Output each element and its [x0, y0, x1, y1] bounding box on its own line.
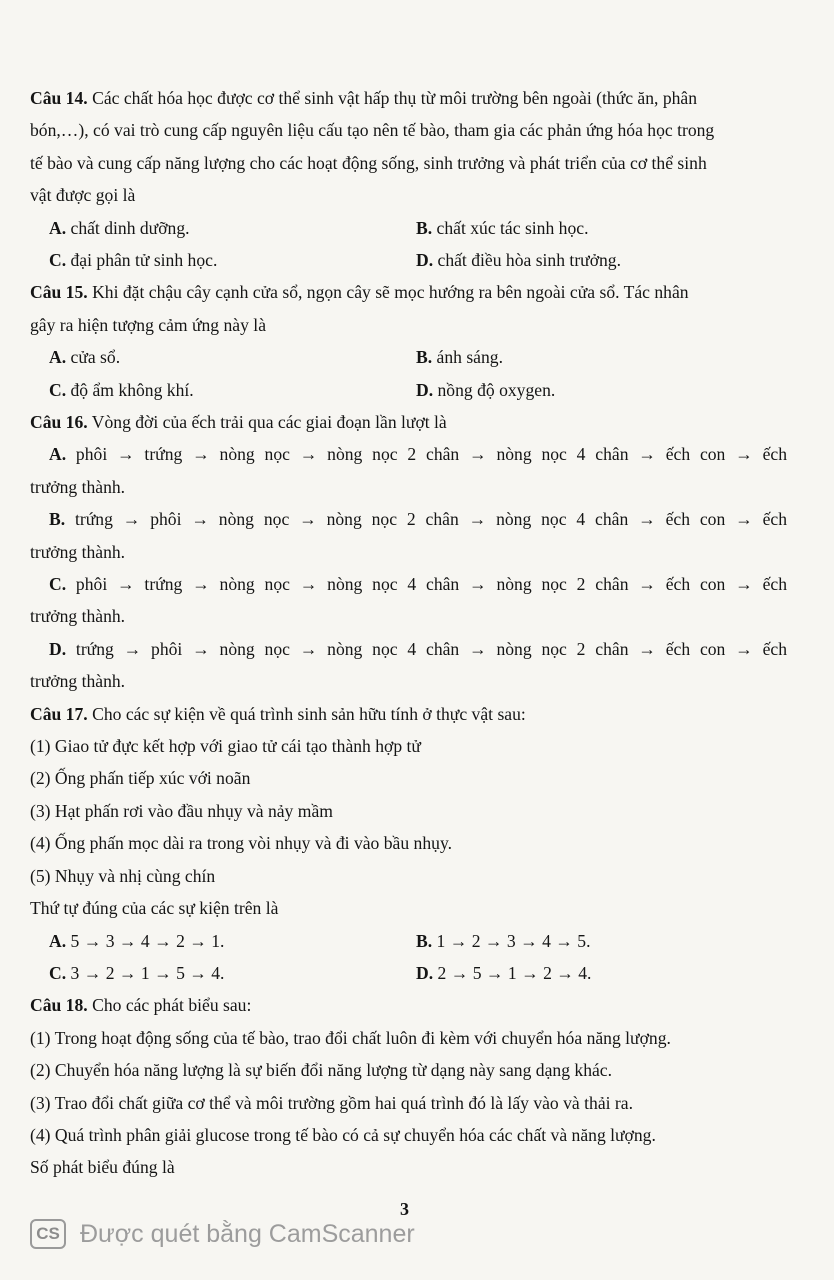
question-18-prompt: Số phát biểu đúng là	[30, 1157, 175, 1178]
question-17	[30, 698, 790, 990]
option-key: D.	[49, 638, 67, 659]
option-text: chất điều hòa sinh trưởng.	[433, 250, 622, 271]
option-key: D.	[416, 962, 434, 983]
option-text: đại phân tử sinh học.	[66, 250, 218, 271]
option-key: C.	[49, 250, 67, 271]
question-18-stem	[30, 989, 790, 1021]
question-15-text-1: Khi đặt chậu cây cạnh cửa sổ, ngọn cây sẽ mọc hướng ra bên ngoài cửa sổ. Tác nhân	[87, 282, 689, 303]
question-14-text-1: Các chất hóa học được cơ thể sinh vật hấp thụ từ môi trường bên ngoài (thức ăn, phân	[87, 88, 698, 108]
question-16-option-a-cont: trưởng thành.	[30, 476, 126, 497]
option-text: ánh sáng.	[432, 347, 503, 368]
question-14-option-d	[416, 244, 621, 276]
question-14-option-a	[49, 212, 190, 244]
question-17-prompt: Thứ tự đúng của các sự kiện trên là	[30, 898, 279, 919]
option-key: D.	[416, 379, 434, 400]
option-key: A.	[49, 347, 67, 368]
option-key: A.	[49, 444, 67, 465]
question-17-item-4: (4) Ống phấn mọc dài ra trong vòi nhụy và đi vào bầu nhụy.	[30, 833, 452, 854]
option-text: phôi → trứng → nòng nọc → nòng nọc 2 chân → nòng nọc 4 chân → ếch con → ếch	[66, 444, 787, 465]
exam-page	[30, 82, 790, 1184]
question-16-option-d-cont: trưởng thành.	[30, 671, 126, 692]
question-15-stem-line-1	[30, 276, 790, 308]
question-18-text: Cho các phát biểu sau:	[87, 995, 252, 1016]
question-15-option-c	[49, 374, 194, 406]
question-16-label: Câu 16.	[30, 412, 88, 432]
question-17-options-row-1	[30, 925, 790, 957]
option-text: trứng → phôi → nòng nọc → nòng nọc 4 chân → nòng nọc 2 chân → ếch con → ếch	[66, 638, 787, 659]
question-14-stem-line-2: bón,…), có vai trò cung cấp nguyên liệu cấu tạo nên tế bào, tham gia các phản ứng hóa học trong	[30, 120, 715, 141]
question-15	[30, 276, 790, 406]
question-17-label: Câu 17.	[30, 703, 88, 724]
question-16	[30, 406, 790, 698]
option-text: cửa sổ.	[66, 347, 121, 368]
option-text: 3 → 2 → 1 → 5 → 4.	[66, 962, 225, 983]
question-17-option-c	[49, 957, 224, 989]
option-key: D.	[416, 250, 434, 271]
question-16-text: Vòng đời của ếch trải qua các giai đoạn lần lượt là	[87, 412, 447, 432]
page-number: 3	[400, 1199, 409, 1219]
question-17-option-d	[416, 957, 591, 989]
option-text: chất dinh dưỡng.	[66, 217, 190, 238]
question-14-stem-line-3: tế bào và cung cấp năng lượng cho các hoạt động sống, sinh trưởng và phát triển của cơ thể sinh	[30, 152, 707, 173]
camscanner-logo-icon: CS	[30, 1219, 66, 1249]
question-14-option-c	[49, 244, 217, 276]
question-14	[30, 82, 790, 276]
question-16-option-a	[30, 438, 787, 470]
question-15-option-b	[416, 341, 503, 373]
option-text: trứng → phôi → nòng nọc → nòng nọc 2 chân → nòng nọc 4 chân → ếch con → ếch	[65, 509, 787, 530]
option-text: 2 → 5 → 1 → 2 → 4.	[433, 962, 592, 983]
question-18-item-4: (4) Quá trình phân giải glucose trong tế bào có cả sự chuyển hóa các chất và năng lượng.	[30, 1124, 656, 1145]
question-18-item-1: (1) Trong hoạt động sống của tế bào, trao đổi chất luôn đi kèm với chuyển hóa năng lượng.	[30, 1027, 671, 1048]
question-15-options-row-2	[30, 374, 790, 406]
option-key: C.	[49, 962, 67, 983]
option-key: B.	[416, 347, 433, 368]
question-18-item-3: (3) Trao đổi chất giữa cơ thể và môi trường gồm hai quá trình đó là lấy vào và thải ra.	[30, 1092, 633, 1113]
question-14-options-row-2	[30, 244, 790, 276]
question-15-option-a	[49, 341, 120, 373]
option-text: nồng độ oxygen.	[433, 379, 556, 400]
question-16-option-c	[30, 568, 787, 600]
question-17-item-1: (1) Giao tử đực kết hợp với giao tử cái tạo thành hợp tử	[30, 736, 421, 757]
question-14-options-row-1	[30, 212, 790, 244]
question-17-item-3: (3) Hạt phấn rơi vào đầu nhụy và nảy mầm	[30, 800, 333, 821]
question-17-text: Cho các sự kiện về quá trình sinh sản hữu tính ở thực vật sau:	[87, 703, 526, 724]
question-17-options-row-2	[30, 957, 790, 989]
question-18-label: Câu 18.	[30, 995, 88, 1016]
question-16-option-d	[30, 633, 787, 665]
option-key: A.	[49, 217, 67, 238]
question-14-stem-line-4: vật được gọi là	[30, 185, 136, 206]
option-key: C.	[49, 574, 67, 595]
question-15-stem-line-2: gây ra hiện tượng cảm ứng này là	[30, 314, 267, 335]
option-text: 1 → 2 → 3 → 4 → 5.	[432, 930, 591, 951]
question-17-item-5: (5) Nhụy và nhị cùng chín	[30, 865, 216, 886]
option-text: 5 → 3 → 4 → 2 → 1.	[66, 930, 225, 951]
question-15-option-d	[416, 374, 555, 406]
question-15-options-row-1	[30, 341, 790, 373]
option-text: phôi → trứng → nòng nọc → nòng nọc 4 chân → nòng nọc 2 chân → ếch con → ếch	[66, 574, 787, 595]
question-16-option-b	[30, 503, 787, 535]
option-key: B.	[49, 509, 66, 530]
question-18-item-2: (2) Chuyển hóa năng lượng là sự biến đổi năng lượng từ dạng này sang dạng khác.	[30, 1060, 613, 1081]
question-17-option-b	[416, 925, 590, 957]
question-17-stem	[30, 698, 790, 730]
camscanner-watermark	[30, 1214, 415, 1254]
option-key: B.	[416, 217, 433, 238]
question-17-item-2: (2) Ống phấn tiếp xúc với noãn	[30, 768, 251, 789]
option-key: C.	[49, 379, 67, 400]
question-14-stem-line-1	[30, 82, 790, 114]
question-16-option-c-cont: trưởng thành.	[30, 606, 126, 627]
camscanner-text: Được quét bằng CamScanner	[80, 1219, 415, 1248]
question-16-stem	[30, 406, 790, 438]
question-14-label: Câu 14.	[30, 88, 88, 108]
option-key: A.	[49, 930, 67, 951]
question-18	[30, 989, 790, 1183]
option-text: độ ẩm không khí.	[66, 379, 194, 400]
question-16-option-b-cont: trưởng thành.	[30, 541, 126, 562]
question-15-label: Câu 15.	[30, 282, 88, 303]
option-text: chất xúc tác sinh học.	[432, 217, 589, 238]
question-14-option-b	[416, 212, 588, 244]
option-key: B.	[416, 930, 433, 951]
question-17-option-a	[49, 925, 224, 957]
